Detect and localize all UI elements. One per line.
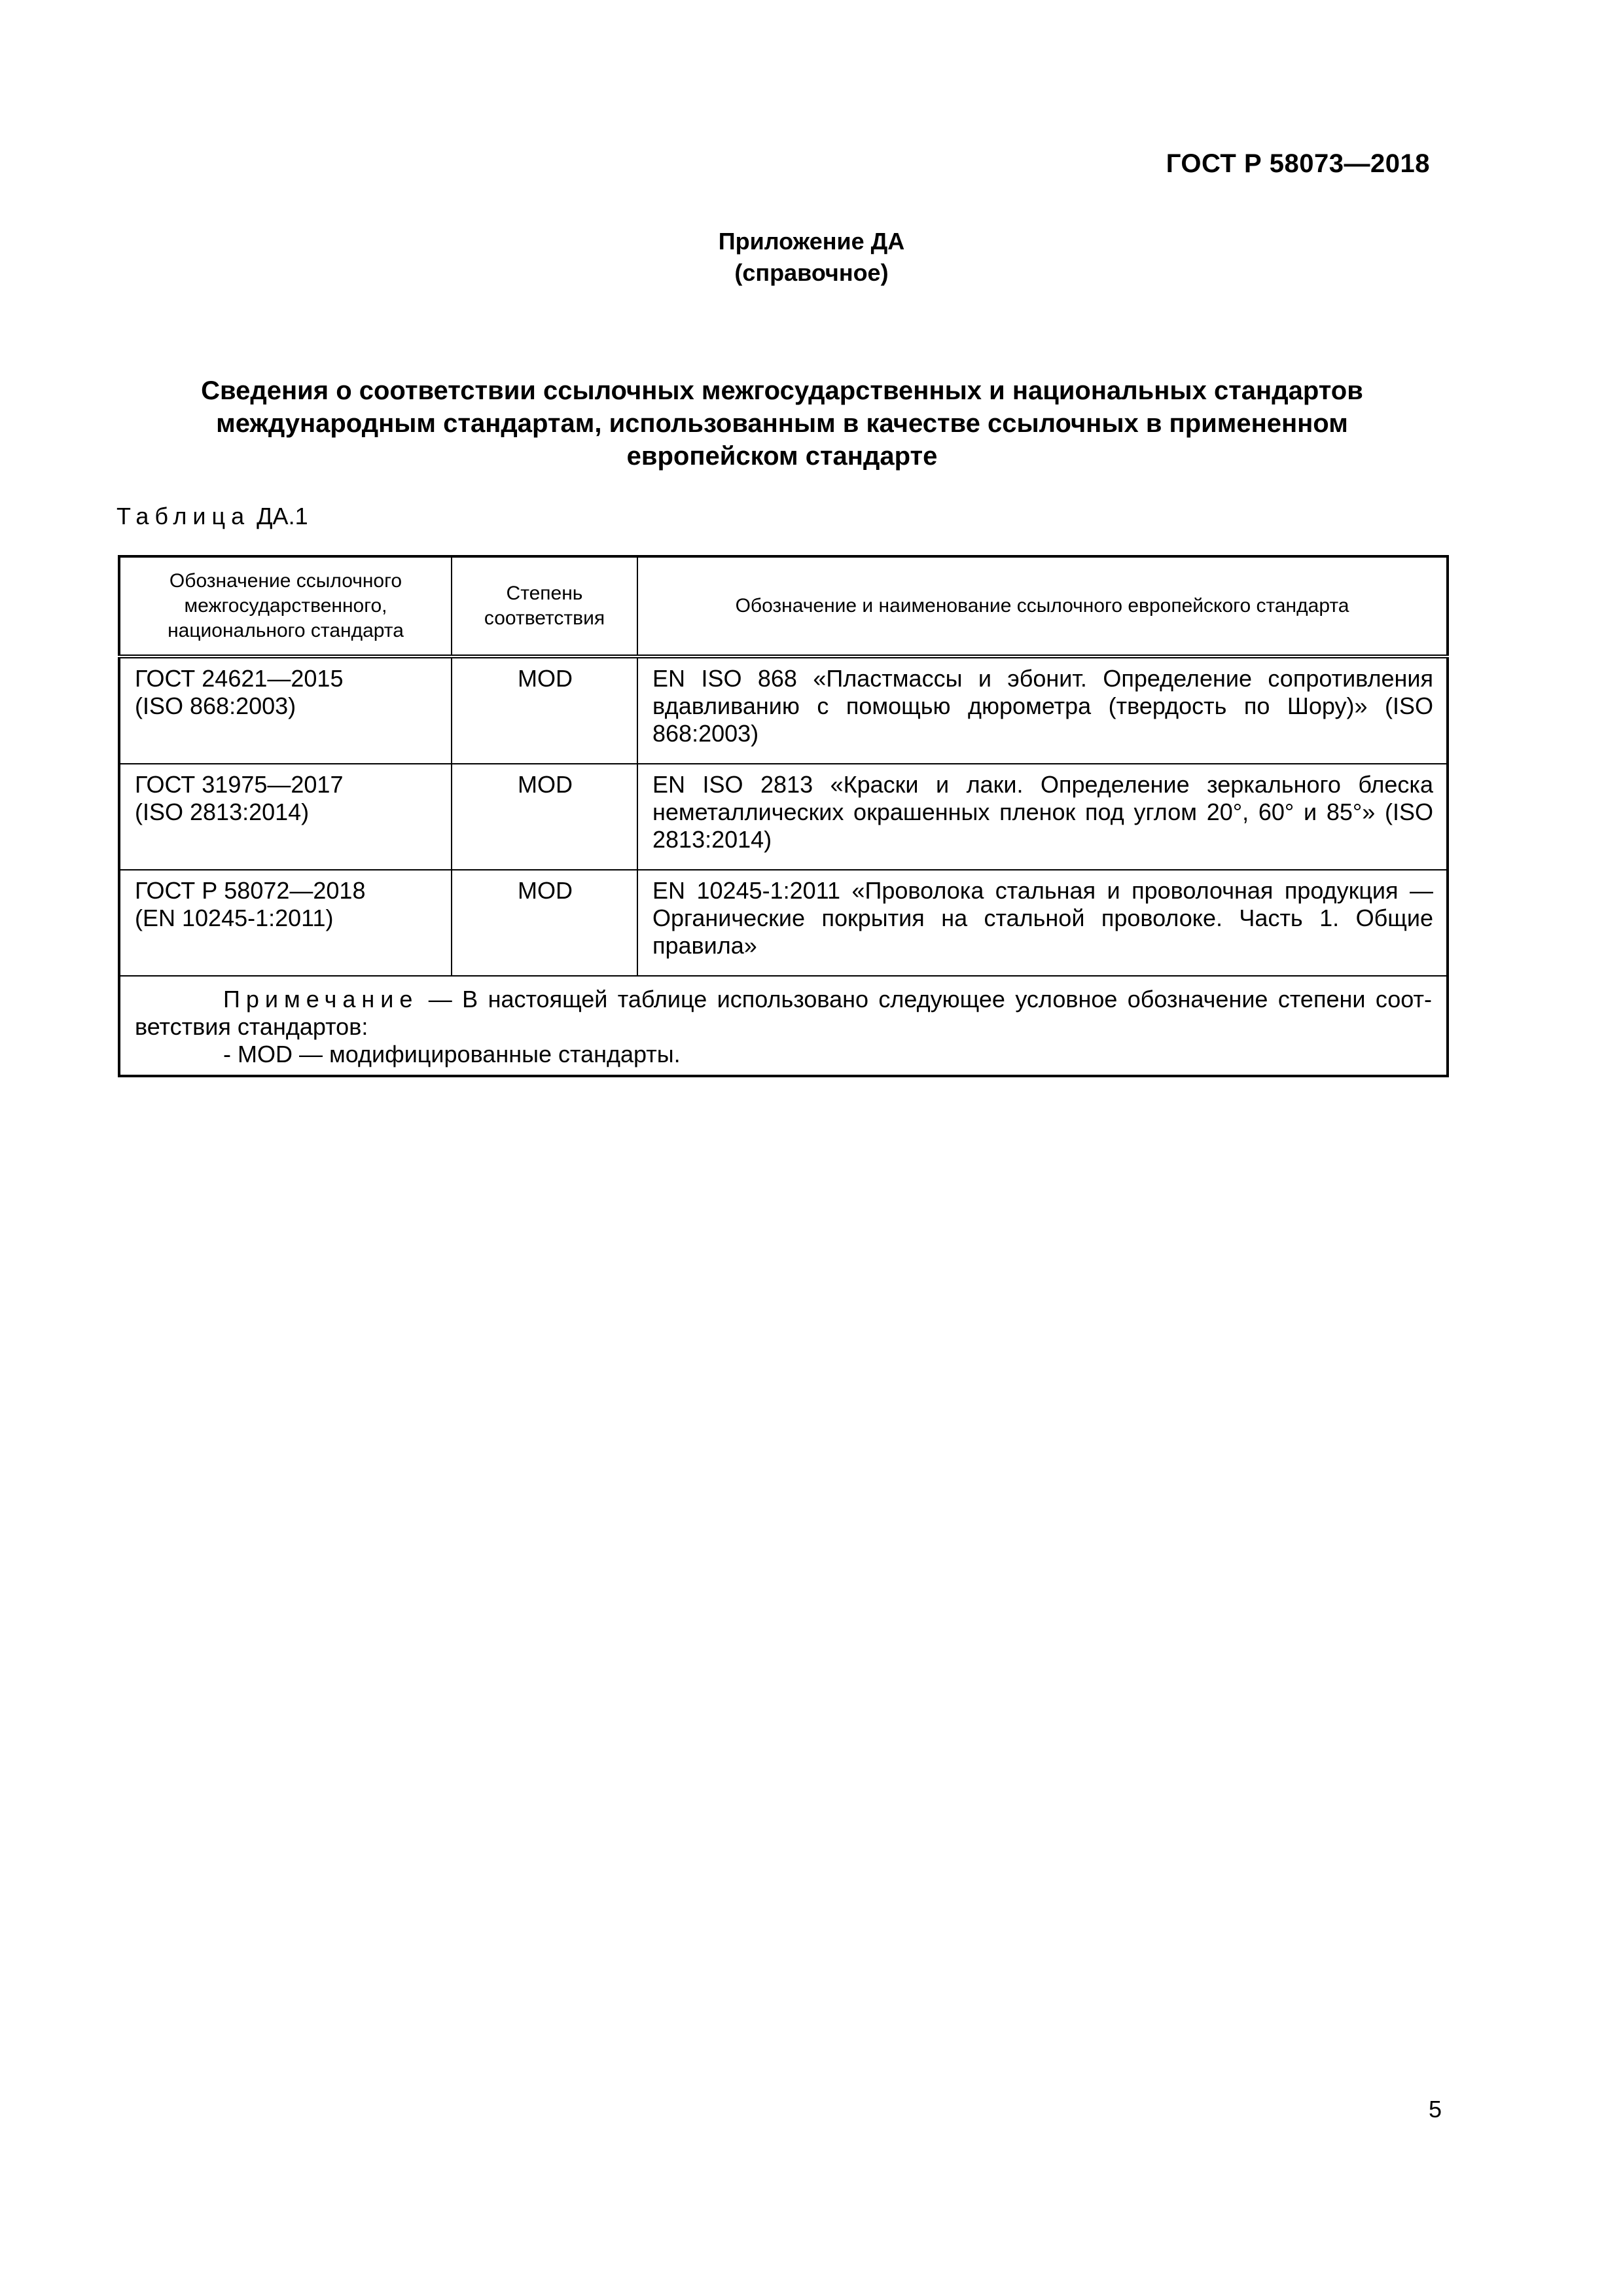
table-caption-word: Таблица — [116, 503, 251, 529]
section-title-line-3: европейском стандарте — [626, 442, 938, 471]
designation-line: ГОСТ 31975—2017 — [135, 771, 344, 798]
reference-cell: EN 10245-1:2011 «Проволока стальная и проволочная продукция — Органические покрытия на стальной проволоке. Часть 1. Общие правила» — [637, 870, 1448, 976]
page-number: 5 — [1428, 2096, 1442, 2123]
designation-cell — [119, 870, 452, 976]
designation-cell — [119, 656, 452, 764]
note-text — [135, 986, 1432, 1041]
reference-cell: EN ISO 868 «Пластмассы и эбонит. Определение сопротивления вдавливанию с помощью дюрометра (твердость по Шору)» (ISO 868:2003) — [637, 656, 1448, 764]
section-title — [118, 374, 1446, 473]
designation-line: (ISO 2813:2014) — [135, 798, 310, 825]
appendix-subtitle: (справочное) — [734, 259, 889, 286]
note-cell — [119, 976, 1448, 1076]
table-row — [119, 656, 1448, 764]
section-title-line-1: Сведения о соответствии ссылочных межгосударственных и национальных стандартов — [201, 376, 1363, 405]
designation-line: (ISO 868:2003) — [135, 692, 296, 719]
note-label: Примечание — [223, 986, 419, 1013]
document-designation: ГОСТ Р 58073—2018 — [1166, 149, 1430, 178]
degree-cell: MOD — [452, 656, 637, 764]
appendix-title: Приложение ДА — [718, 228, 905, 255]
designation-line: ГОСТ Р 58072—2018 — [135, 877, 366, 904]
table-row — [119, 870, 1448, 976]
header-reference: Обозначение и наименование ссылочного европейского стандарта — [637, 556, 1448, 656]
designation-line: ГОСТ 24621—2015 — [135, 665, 344, 692]
table-note-row — [119, 976, 1448, 1076]
table-caption — [116, 503, 308, 530]
note-body: — В настоящей таблице использовано следующее условное обозначение степени соответствия стандартов: — [135, 986, 1432, 1040]
table-row — [119, 764, 1448, 870]
degree-cell: MOD — [452, 870, 637, 976]
header-degree: Степень соответствия — [452, 556, 637, 656]
standards-correspondence-table — [118, 555, 1449, 1077]
table-caption-number: ДА.1 — [257, 503, 308, 529]
note-item: - MOD — модифицированные стандарты. — [223, 1041, 681, 1067]
section-title-line-2: международным стандартам, использованным в качестве ссылочных в примененном — [216, 409, 1348, 438]
reference-cell: EN ISO 2813 «Краски и лаки. Определение зеркального блеска неметаллических окрашенных пленок под углом 20°, 60° и 85°» (ISO 2813:2014) — [637, 764, 1448, 870]
table-header-row — [119, 556, 1448, 656]
designation-cell — [119, 764, 452, 870]
header-designation: Обозначение ссылочного межгосударственного, национального стандарта — [119, 556, 452, 656]
designation-line: (EN 10245-1:2011) — [135, 905, 334, 931]
degree-cell: MOD — [452, 764, 637, 870]
appendix-heading — [0, 226, 1623, 289]
